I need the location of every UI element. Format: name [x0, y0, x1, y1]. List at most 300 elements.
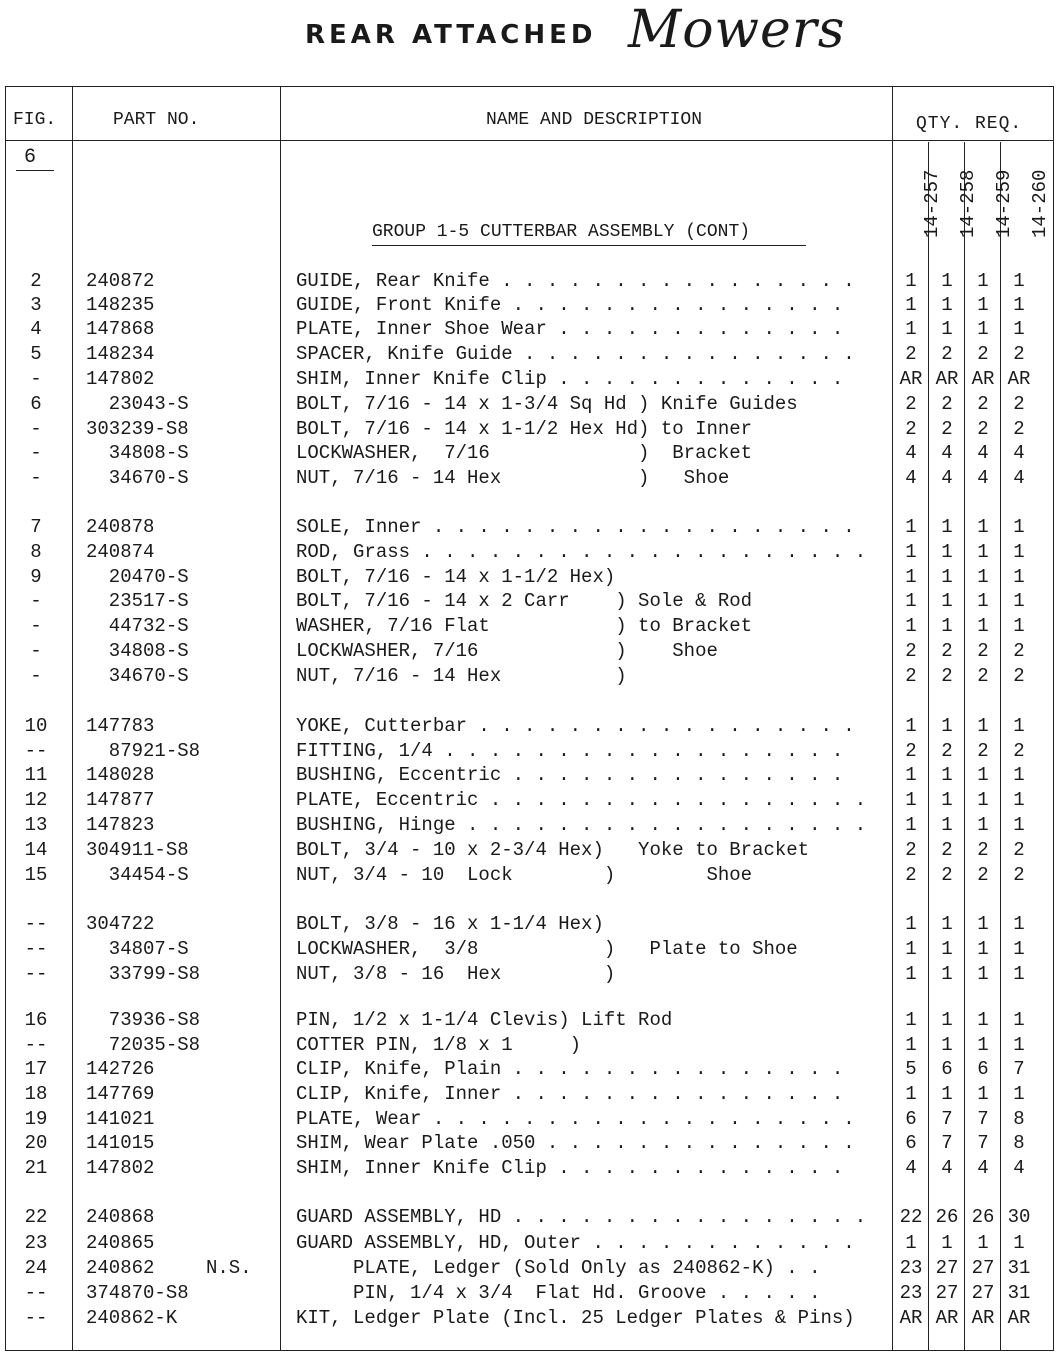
qty-value: 2 — [977, 665, 989, 687]
qty-value: 2 — [941, 393, 953, 415]
qty-value: 2 — [977, 864, 989, 886]
qty-value: 1 — [941, 590, 953, 612]
qty-value: 8 — [1013, 1132, 1025, 1154]
part-description: PLATE, Wear . . . . . . . . . . . . . . . . . . . — [296, 1108, 855, 1130]
fig-number: - — [30, 615, 42, 637]
part-number: 34670-S — [86, 665, 189, 687]
qty-value: 1 — [905, 590, 917, 612]
part-number: 23043-S — [86, 393, 189, 415]
qty-value: 1 — [905, 715, 917, 737]
qty-value: 1 — [1013, 590, 1025, 612]
fig-number: -- — [24, 913, 48, 935]
qty-value: 2 — [1013, 864, 1025, 886]
qty-value: 31 — [1007, 1282, 1031, 1304]
qty-value: 7 — [941, 1132, 953, 1154]
header-part-no: PART NO. — [113, 110, 200, 130]
table-row — [0, 442, 1059, 466]
fig-number: - — [30, 640, 42, 662]
qty-value: 7 — [1013, 1058, 1025, 1080]
part-description: NUT, 7/16 - 14 Hex ) — [296, 665, 627, 687]
part-description: PLATE, Ledger (Sold Only as 240862-K) . . — [296, 1257, 821, 1279]
fig-number: 3 — [30, 294, 42, 316]
part-number: 34670-S — [86, 467, 189, 489]
qty-value: 1 — [1013, 270, 1025, 292]
table-row — [0, 418, 1059, 442]
fig-number: 16 — [24, 1009, 48, 1031]
qty-value: 27 — [971, 1257, 995, 1279]
table-row — [0, 963, 1059, 987]
qty-value: 4 — [1013, 442, 1025, 464]
fig-number: 18 — [24, 1083, 48, 1105]
qty-value: 1 — [905, 541, 917, 563]
fig-number: 5 — [30, 343, 42, 365]
qty-value: 1 — [941, 566, 953, 588]
qty-value: 1 — [941, 963, 953, 985]
part-number: 374870-S8 — [86, 1282, 189, 1304]
part-number: 73936-S8 — [86, 1009, 201, 1031]
qty-value: 1 — [1013, 1009, 1025, 1031]
qty-value: 1 — [905, 938, 917, 960]
qty-value: 2 — [905, 418, 917, 440]
qty-value: 2 — [905, 665, 917, 687]
qty-value: 4 — [941, 1157, 953, 1179]
part-number: 304722 — [86, 913, 155, 935]
qty-value: 8 — [1013, 1108, 1025, 1130]
part-number: 303239-S8 — [86, 418, 189, 440]
qty-value: 1 — [1013, 764, 1025, 786]
qty-value: 1 — [1013, 1232, 1025, 1254]
qty-value: AR — [1007, 368, 1031, 390]
qty-value: 27 — [935, 1282, 959, 1304]
qty-value: 1 — [941, 270, 953, 292]
qty-value: 1 — [1013, 938, 1025, 960]
qty-value: 7 — [977, 1108, 989, 1130]
header-fig: FIG. — [13, 110, 57, 130]
table-row — [0, 368, 1059, 392]
qty-value: 1 — [941, 1009, 953, 1031]
part-description: NUT, 7/16 - 14 Hex ) Shoe — [296, 467, 730, 489]
qty-value: 1 — [905, 270, 917, 292]
part-description: SHIM, Inner Knife Clip . . . . . . . . . . . . . — [296, 1157, 844, 1179]
qty-value: AR — [971, 368, 995, 390]
table-row — [0, 665, 1059, 689]
qty-value: 4 — [905, 467, 917, 489]
part-description: SPACER, Knife Guide . . . . . . . . . . . . . . . — [296, 343, 855, 365]
table-row — [0, 740, 1059, 764]
qty-value: 27 — [971, 1282, 995, 1304]
part-description: BOLT, 7/16 - 14 x 1-1/2 Hex) — [296, 566, 616, 588]
qty-value: 1 — [977, 615, 989, 637]
part-description: COTTER PIN, 1/8 x 1 ) — [296, 1034, 582, 1056]
part-number: 147769 — [86, 1083, 155, 1105]
part-number: 240878 — [86, 516, 155, 538]
fig-number: -- — [24, 1282, 48, 1304]
qty-value: 1 — [941, 764, 953, 786]
qty-value: 1 — [941, 789, 953, 811]
table-row — [0, 1083, 1059, 1107]
fig-number: 22 — [24, 1206, 48, 1228]
qty-value: 2 — [977, 640, 989, 662]
table-row — [0, 764, 1059, 788]
part-number: 34454-S — [86, 864, 189, 886]
qty-value: 2 — [941, 665, 953, 687]
qty-value: 1 — [1013, 566, 1025, 588]
page-header — [0, 0, 1059, 80]
qty-value: 1 — [905, 1009, 917, 1031]
qty-value: 30 — [1007, 1206, 1031, 1228]
part-description: NUT, 3/4 - 10 Lock ) Shoe — [296, 864, 753, 886]
qty-value: 2 — [941, 839, 953, 861]
qty-value: 1 — [941, 1083, 953, 1105]
part-description: WASHER, 7/16 Flat ) to Bracket — [296, 615, 753, 637]
fig-number: 19 — [24, 1108, 48, 1130]
qty-value: 2 — [977, 740, 989, 762]
table-row — [0, 270, 1059, 294]
qty-value: 1 — [905, 516, 917, 538]
table-row — [0, 393, 1059, 417]
table-row — [0, 1206, 1059, 1230]
qty-value: 4 — [941, 442, 953, 464]
part-description: CLIP, Knife, Inner . . . . . . . . . . . . . . . — [296, 1083, 844, 1105]
fig-number: 20 — [24, 1132, 48, 1154]
qty-value: 1 — [977, 1083, 989, 1105]
part-description: ROD, Grass . . . . . . . . . . . . . . . . . . . . — [296, 541, 867, 563]
qty-value: 1 — [905, 789, 917, 811]
part-number: 240868 — [86, 1206, 155, 1228]
table-row — [0, 814, 1059, 838]
table-row — [0, 1307, 1059, 1331]
qty-value: AR — [899, 368, 923, 390]
part-description: BOLT, 3/4 - 10 x 2-3/4 Hex) Yoke to Bracket — [296, 839, 810, 861]
part-description: PLATE, Eccentric . . . . . . . . . . . . . . . . . — [296, 789, 867, 811]
fig-number: 13 — [24, 814, 48, 836]
qty-value: 2 — [941, 640, 953, 662]
qty-value: 7 — [941, 1108, 953, 1130]
fig-number: -- — [24, 740, 48, 762]
qty-value: 1 — [977, 541, 989, 563]
qty-value: 2 — [905, 864, 917, 886]
qty-value: 1 — [1013, 318, 1025, 340]
qty-value: 4 — [905, 1157, 917, 1179]
part-number: 141021 — [86, 1108, 155, 1130]
qty-value: 4 — [1013, 1157, 1025, 1179]
qty-value: 1 — [977, 764, 989, 786]
qty-value: AR — [1007, 1307, 1031, 1329]
part-description: LOCKWASHER, 3/8 ) Plate to Shoe — [296, 938, 798, 960]
qty-value: 1 — [977, 294, 989, 316]
table-row — [0, 1034, 1059, 1058]
qty-value: 5 — [905, 1058, 917, 1080]
fig-number: - — [30, 665, 42, 687]
qty-value: 2 — [977, 418, 989, 440]
part-description: BOLT, 7/16 - 14 x 2 Carr ) Sole & Rod — [296, 590, 753, 612]
qty-value: 6 — [941, 1058, 953, 1080]
qty-value: 2 — [1013, 640, 1025, 662]
qty-value: 1 — [941, 541, 953, 563]
part-number: 240874 — [86, 541, 155, 563]
table-row — [0, 1257, 1059, 1281]
table-row — [0, 1132, 1059, 1156]
part-number: 142726 — [86, 1058, 155, 1080]
qty-value: 1 — [905, 913, 917, 935]
qty-value: 1 — [977, 913, 989, 935]
part-description: BUSHING, Eccentric . . . . . . . . . . . . . . . — [296, 764, 844, 786]
qty-value: 2 — [905, 740, 917, 762]
qty-value: 1 — [941, 1232, 953, 1254]
qty-value: 1 — [941, 516, 953, 538]
part-number: 44732-S — [86, 615, 189, 637]
qty-value: 1 — [977, 814, 989, 836]
qty-value: 4 — [977, 442, 989, 464]
qty-value: 1 — [977, 938, 989, 960]
qty-value: 1 — [1013, 541, 1025, 563]
qty-value: 1 — [905, 566, 917, 588]
part-description: YOKE, Cutterbar . . . . . . . . . . . . . . . . . — [296, 715, 855, 737]
qty-value: 2 — [1013, 343, 1025, 365]
qty-value: 27 — [935, 1257, 959, 1279]
qty-value: 2 — [1013, 393, 1025, 415]
page-title-script: Mowers — [628, 0, 846, 60]
fig-number: 10 — [24, 715, 48, 737]
qty-value: 2 — [1013, 418, 1025, 440]
qty-value: 23 — [899, 1257, 923, 1279]
header-name-description: NAME AND DESCRIPTION — [486, 110, 703, 130]
table-row — [0, 566, 1059, 590]
part-number: 240872 — [86, 270, 155, 292]
table-row — [0, 789, 1059, 813]
qty-value: 1 — [905, 814, 917, 836]
qty-value: 4 — [905, 442, 917, 464]
qty-value: 1 — [1013, 615, 1025, 637]
part-description: GUIDE, Rear Knife . . . . . . . . . . . . . . . . — [296, 270, 855, 292]
qty-value: 1 — [977, 270, 989, 292]
fig-number: 8 — [30, 541, 42, 563]
part-description: SOLE, Inner . . . . . . . . . . . . . . . . . . . — [296, 516, 855, 538]
qty-value: 6 — [977, 1058, 989, 1080]
fig-number: 15 — [24, 864, 48, 886]
qty-value: 2 — [905, 839, 917, 861]
qty-value: 2 — [941, 864, 953, 886]
table-row — [0, 343, 1059, 367]
qty-value: 1 — [977, 566, 989, 588]
table-row — [0, 864, 1059, 888]
qty-value: 2 — [905, 640, 917, 662]
qty-value: 1 — [977, 516, 989, 538]
part-number: 148235 — [86, 294, 155, 316]
qty-value: 1 — [941, 318, 953, 340]
qty-value: 1 — [1013, 789, 1025, 811]
part-number: 34808-S — [86, 640, 189, 662]
qty-value: 4 — [1013, 467, 1025, 489]
fig-number: -- — [24, 938, 48, 960]
table-row — [0, 294, 1059, 318]
part-number: 87921-S8 — [86, 740, 201, 762]
fig-number: 14 — [24, 839, 48, 861]
part-description: FITTING, 1/4 . . . . . . . . . . . . . . . . . . — [296, 740, 844, 762]
part-description: BOLT, 7/16 - 14 x 1-3/4 Sq Hd ) Knife Guides — [296, 393, 798, 415]
part-number: 240865 — [86, 1232, 155, 1254]
part-number: 147877 — [86, 789, 155, 811]
table-row — [0, 516, 1059, 540]
qty-value: 1 — [941, 1034, 953, 1056]
qty-value: 1 — [941, 615, 953, 637]
qty-value: 2 — [977, 343, 989, 365]
qty-value: 2 — [1013, 740, 1025, 762]
table-row — [0, 541, 1059, 565]
table-row — [0, 1282, 1059, 1306]
fig-number: 12 — [24, 789, 48, 811]
table-row — [0, 615, 1059, 639]
qty-value: 1 — [905, 1034, 917, 1056]
fig-number: -- — [24, 1307, 48, 1329]
fig-number: -- — [24, 1034, 48, 1056]
fig-number: - — [30, 368, 42, 390]
fig-number: 21 — [24, 1157, 48, 1179]
part-number: 240862 — [86, 1257, 155, 1279]
qty-value: 1 — [941, 938, 953, 960]
part-description: NUT, 3/8 - 16 Hex ) — [296, 963, 616, 985]
part-number: 34808-S — [86, 442, 189, 464]
part-description: SHIM, Wear Plate .050 . . . . . . . . . . . . . . — [296, 1132, 855, 1154]
part-description: PIN, 1/4 x 3/4 Flat Hd. Groove . . . . . — [296, 1282, 821, 1304]
qty-value: 1 — [941, 294, 953, 316]
qty-value: 1 — [905, 294, 917, 316]
fig-number: 23 — [24, 1232, 48, 1254]
page-title: REAR ATTACHED — [305, 20, 597, 50]
qty-value: 1 — [941, 814, 953, 836]
qty-value: 2 — [977, 393, 989, 415]
qty-value: 1 — [941, 715, 953, 737]
qty-value: 2 — [905, 393, 917, 415]
table-row — [0, 1108, 1059, 1132]
not-serviced-note: N.S. — [206, 1257, 252, 1279]
qty-value: 23 — [899, 1282, 923, 1304]
part-number: 147823 — [86, 814, 155, 836]
qty-value: 1 — [977, 1009, 989, 1031]
model-label: 14-257 — [921, 169, 943, 238]
part-description: GUARD ASSEMBLY, HD . . . . . . . . . . . . . . . . — [296, 1206, 867, 1228]
part-description: LOCKWASHER, 7/16 ) Shoe — [296, 640, 718, 662]
qty-value: 2 — [941, 740, 953, 762]
qty-value: 1 — [1013, 516, 1025, 538]
fig-number: 9 — [30, 566, 42, 588]
qty-value: 1 — [1013, 963, 1025, 985]
part-description: PLATE, Inner Shoe Wear . . . . . . . . . . . . . — [296, 318, 844, 340]
qty-value: 1 — [905, 1083, 917, 1105]
figure-number: 6 — [24, 146, 37, 169]
part-number: 23517-S — [86, 590, 189, 612]
qty-value: 2 — [977, 839, 989, 861]
qty-value: 6 — [905, 1132, 917, 1154]
fig-number: - — [30, 467, 42, 489]
table-row — [0, 913, 1059, 937]
fig-number: - — [30, 442, 42, 464]
part-number: 141015 — [86, 1132, 155, 1154]
qty-value: 2 — [941, 418, 953, 440]
part-description: BOLT, 7/16 - 14 x 1-1/2 Hex Hd) to Inner — [296, 418, 753, 440]
qty-value: 1 — [905, 1232, 917, 1254]
table-row — [0, 1058, 1059, 1082]
part-number: 147802 — [86, 368, 155, 390]
qty-value: 2 — [1013, 665, 1025, 687]
qty-value: 4 — [941, 467, 953, 489]
fig-number: 24 — [24, 1257, 48, 1279]
qty-value: AR — [971, 1307, 995, 1329]
qty-value: 1 — [977, 1034, 989, 1056]
header-divider — [5, 140, 1054, 141]
part-description: LOCKWASHER, 7/16 ) Bracket — [296, 442, 753, 464]
qty-value: 1 — [905, 963, 917, 985]
qty-value: 2 — [905, 343, 917, 365]
part-number: 147868 — [86, 318, 155, 340]
qty-value: 1 — [905, 318, 917, 340]
part-number: 148234 — [86, 343, 155, 365]
group-underline — [372, 245, 806, 246]
header-qty-req: QTY. REQ. — [916, 114, 1023, 134]
table-row — [0, 640, 1059, 664]
qty-value: 26 — [971, 1206, 995, 1228]
qty-value: 2 — [941, 343, 953, 365]
qty-value: 31 — [1007, 1257, 1031, 1279]
part-number: 148028 — [86, 764, 155, 786]
fig-number: 2 — [30, 270, 42, 292]
qty-value: 1 — [977, 715, 989, 737]
qty-value: 22 — [899, 1206, 923, 1228]
qty-value: 1 — [977, 789, 989, 811]
fig-number: - — [30, 590, 42, 612]
part-description: GUARD ASSEMBLY, HD, Outer . . . . . . . . . . . . — [296, 1232, 855, 1254]
qty-value: 1 — [905, 764, 917, 786]
table-row — [0, 839, 1059, 863]
table-row — [0, 467, 1059, 491]
part-number: 240862-K — [86, 1307, 178, 1329]
table-row — [0, 938, 1059, 962]
part-number: 147783 — [86, 715, 155, 737]
qty-value: 2 — [1013, 839, 1025, 861]
qty-value: 4 — [977, 467, 989, 489]
qty-value: 1 — [1013, 814, 1025, 836]
figure-underline — [16, 170, 54, 171]
fig-number: 7 — [30, 516, 42, 538]
qty-value: 7 — [977, 1132, 989, 1154]
part-number: 72035-S8 — [86, 1034, 201, 1056]
part-number: 34807-S — [86, 938, 189, 960]
qty-value: 1 — [1013, 715, 1025, 737]
qty-value: 26 — [935, 1206, 959, 1228]
qty-value: 1 — [977, 590, 989, 612]
qty-value: 1 — [977, 963, 989, 985]
qty-value: 1 — [977, 1232, 989, 1254]
table-row — [0, 1232, 1059, 1256]
fig-number: 11 — [24, 764, 48, 786]
qty-value: AR — [935, 1307, 959, 1329]
part-number: 33799-S8 — [86, 963, 201, 985]
fig-number: - — [30, 418, 42, 440]
part-number: 147802 — [86, 1157, 155, 1179]
part-description: KIT, Ledger Plate (Incl. 25 Ledger Plates & Pins) — [296, 1307, 855, 1329]
part-number: 304911-S8 — [86, 839, 189, 861]
part-description: BOLT, 3/8 - 16 x 1-1/4 Hex) — [296, 913, 604, 935]
part-description: BUSHING, Hinge . . . . . . . . . . . . . . . . . . — [296, 814, 867, 836]
fig-number: 4 — [30, 318, 42, 340]
model-label: 14-259 — [993, 169, 1015, 238]
qty-value: AR — [935, 368, 959, 390]
part-description: SHIM, Inner Knife Clip . . . . . . . . . . . . . — [296, 368, 844, 390]
fig-number: -- — [24, 963, 48, 985]
qty-value: 6 — [905, 1108, 917, 1130]
qty-value: 1 — [1013, 1083, 1025, 1105]
model-label: 14-258 — [957, 169, 979, 238]
